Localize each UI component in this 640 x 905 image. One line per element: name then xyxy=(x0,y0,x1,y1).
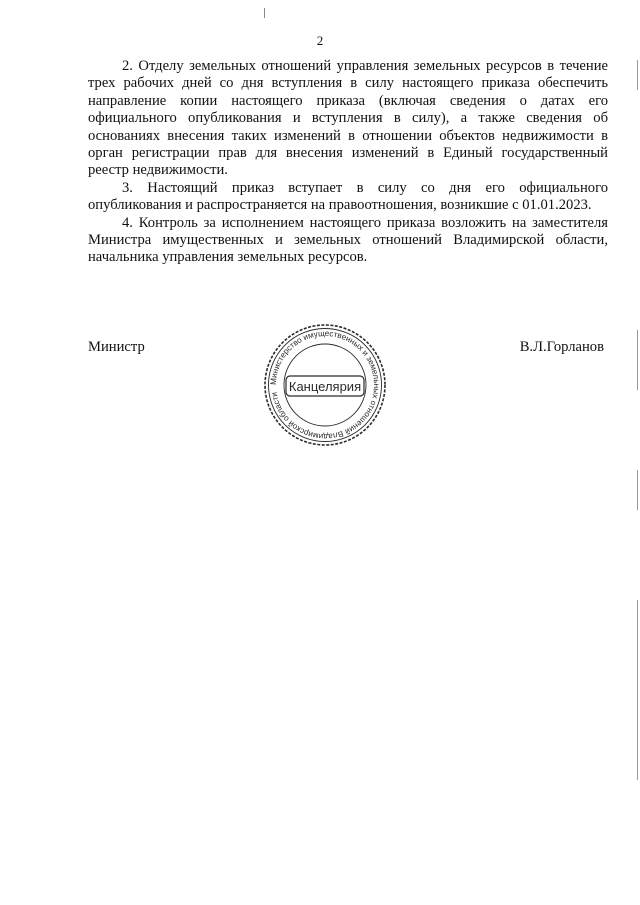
stamp-ring-text: Министерство имущественных и земельных отношений Владимирской области xyxy=(268,328,382,442)
signatory-name: В.Л.Горланов xyxy=(519,339,604,355)
scan-edge-mark xyxy=(637,600,638,780)
scan-edge-mark xyxy=(637,330,638,390)
paragraph-4: 4. Контроль за исполнением настоящего приказа возложить на заместителя Министра имущественных и земельных отношений Владимирской области, начальника управления земельных ресурсов. xyxy=(88,214,608,266)
paragraph-2: 2. Отделу земельных отношений управления земельных ресурсов в течение трех рабочих дней со дня вступления в силу настоящего приказа обеспечить направление копии настоящего приказа (включая сведения о датах его официального опубликования и вступления в силу), а также сведения об основаниях внесения таких изменений в отношении объектов недвижимости в орган регистрации прав для внесения изменений в Единый государственный реестр недвижимости. xyxy=(88,58,608,179)
paragraph-3: 3. Настоящий приказ вступает в силу со дня его официального опубликования и распространяется на правоотношения, возникшие с 01.01.2023. xyxy=(88,179,608,214)
document-body xyxy=(88,58,608,267)
official-stamp xyxy=(262,322,388,448)
page-number: 2 xyxy=(316,33,324,48)
scan-edge-mark xyxy=(637,60,638,90)
stamp-center-text: Канцелярия xyxy=(288,379,362,394)
scan-artifact xyxy=(264,8,265,18)
signatory-position: Министр xyxy=(88,339,145,355)
scan-edge-mark xyxy=(637,470,638,510)
